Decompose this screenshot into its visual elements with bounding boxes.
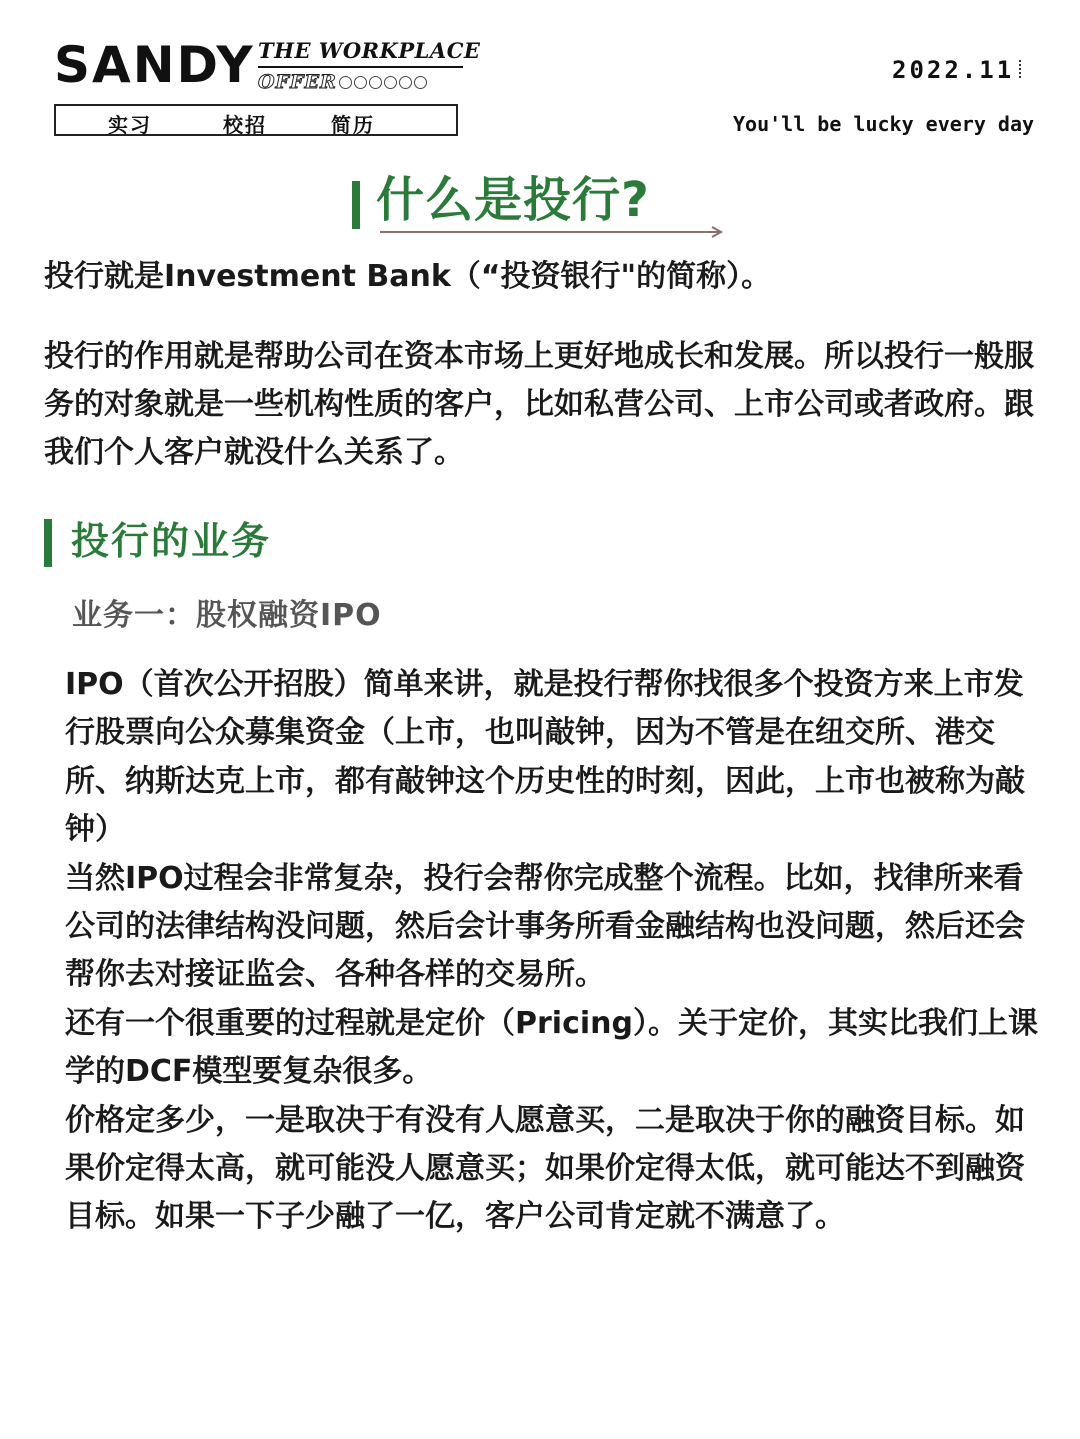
decorative-dots	[339, 76, 429, 89]
nav-item-resume: 简历	[331, 113, 375, 137]
date-decoration	[1019, 60, 1025, 78]
title-accent-bar	[352, 181, 360, 229]
page-title: 什么是投行?	[376, 172, 650, 228]
tagline-divider	[258, 66, 463, 68]
brand-logo: SANDY	[54, 36, 255, 94]
nav-item-internship: 实习	[108, 113, 152, 137]
body-paragraph: 当然IPO过程会非常复杂，投行会帮你完成整个流程。比如，找律所来看公司的法律结构没问题，然后会计事务所看金融结构也没问题，然后还会帮你去对接证监会、各种各样的交易所。	[65, 860, 1025, 993]
category-nav	[54, 104, 458, 136]
intro-paragraph: 投行就是Investment Bank（“投资银行"的简称）。	[44, 259, 772, 294]
subsection-title: 业务一：股权融资IPO	[72, 598, 382, 633]
body-paragraph: 价格定多少，一是取决于有没有人愿意买，二是取决于你的融资目标。如果价定得太高，就可能没人愿意买；如果价定得太低，就可能达不到融资目标。如果一下子少融了一亿，客户公司肯定就不满意了。	[65, 1102, 1025, 1235]
arrow-underline-icon	[378, 224, 728, 240]
tagline: THE WORKPLACE	[258, 38, 481, 63]
role-paragraph: 投行的作用就是帮助公司在资本市场上更好地成长和发展。所以投行一般服务的对象就是一些机构性质的客户，比如私营公司、上市公司或者政府。跟我们个人客户就没什么关系了。	[44, 339, 1034, 470]
dot-icon	[384, 76, 397, 89]
dot-icon	[399, 76, 412, 89]
body-paragraph: IPO（首次公开招股）简单来讲，就是投行帮你找很多个投资方来上市发行股票向公众募集资金（上市，也叫敲钟，因为不管是在纽交所、港交所、纳斯达克上市，都有敲钟这个历史性的时刻，因此，上市也被称为敲钟）	[65, 667, 1025, 848]
section-title: 投行的业务	[71, 519, 272, 563]
dot-icon	[339, 76, 352, 89]
section-body	[65, 661, 1040, 1242]
dot-icon	[414, 76, 427, 89]
dot-icon	[354, 76, 367, 89]
section-accent-bar	[44, 519, 52, 567]
dot-icon	[369, 76, 382, 89]
body-paragraph: 还有一个很重要的过程就是定价（Pricing）。关于定价，其实比我们上课学的DCF模型要复杂很多。	[65, 1005, 1038, 1090]
offer-row	[258, 72, 429, 92]
date: 2022.11	[892, 56, 1015, 84]
nav-item-campus-recruitment: 校招	[223, 113, 267, 137]
motto: You'll be lucky every day	[733, 112, 1035, 136]
offer-label: OFFER	[258, 70, 337, 93]
